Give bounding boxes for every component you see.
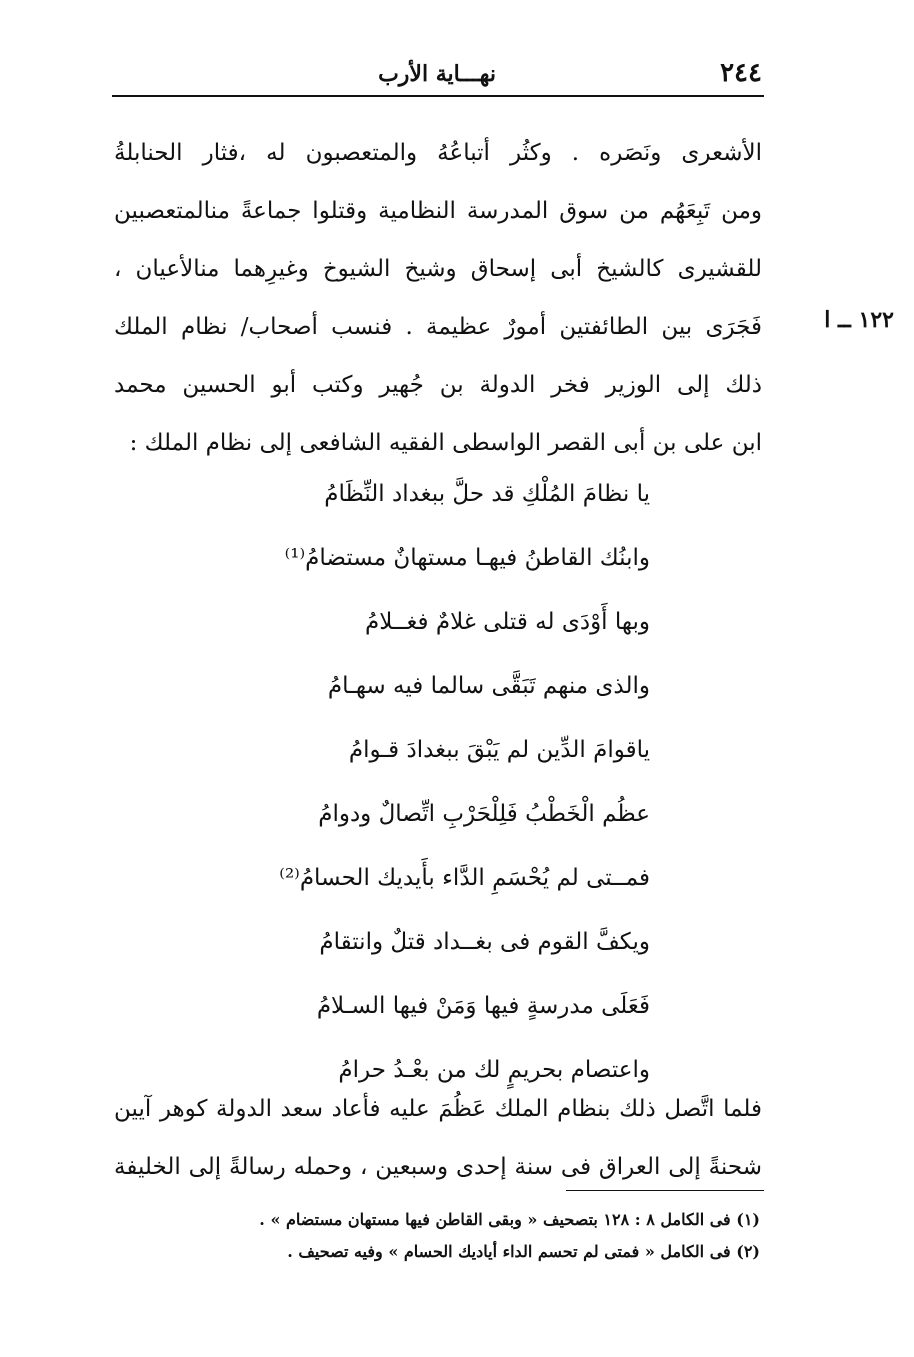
poem-verse: وبها أَوْدَى له قتلى غلامٌ فغــلامُ <box>365 609 650 635</box>
prose-line: فَجَرَى بين الطائفتين أمورٌ عظيمة . فنسب أصحاب/ نظام الملك <box>114 314 762 340</box>
poem-verse: عظُم الْخَطْبُ فَلِلْحَرْبِ اتِّصالٌ ودوامُ <box>318 801 650 827</box>
prose-top <box>114 124 762 472</box>
poem-verse: فمــتى لم يُحْسَمِ الدَّاء بأَيديك الحسامُ⁽²⁾ <box>279 865 650 891</box>
prose-bottom <box>114 1080 762 1196</box>
poem-verse: يا نظامَ المُلْكِ قد حلَّ ببغداد النِّظَامُ <box>324 481 650 507</box>
prose-line: ذلك إلى الوزير فخر الدولة بن جُهير وكتب أبو الحسين محمد <box>114 372 762 398</box>
page-header <box>112 52 762 96</box>
prose-line: ومن تَبِعَهُم من سوق المدرسة النظامية وقتلوا جماعةً منالمتعصبين <box>114 198 762 224</box>
prose-line: ابن على بن أبى القصر الواسطى الفقيه الشافعى إلى نظام الملك : <box>129 430 762 456</box>
poem <box>230 462 650 1102</box>
prose-line: الأشعرى ونَصَره . وكثُر أتباعُهُ والمتعصبون له ،فثار الحنابلةُ <box>114 140 762 166</box>
running-title: نهـــاية الأرب <box>378 61 496 87</box>
poem-verse: واعتصام بحريمٍ لك من بعْـدُ حرامُ <box>338 1057 650 1083</box>
footnote: (٢) فى الكامل « فمتى لم تحسم الداء أياديك الحسام » وفيه تصحيف . <box>287 1242 760 1261</box>
poem-verse: ويكفَّ القوم فى بغــداد قتلٌ وانتقامُ <box>319 929 650 955</box>
prose-line: شحنةً إلى العراق فى سنة إحدى وسبعين ، وحمله رسالةً إلى الخليفة <box>114 1154 762 1180</box>
poem-verse: ياقوامَ الدِّين لم يَبْقَ ببغدادَ قـوامُ <box>348 737 650 763</box>
footnotes <box>230 1204 760 1268</box>
prose-line: فلما اتَّصل ذلك بنظام الملك عَظُمَ عليه فأعاد سعد الدولة كوهر آيين <box>114 1096 762 1122</box>
poem-verse: وابنُك القاطنُ فيهـا مستهانٌ مستضامُ⁽¹⁾ <box>284 545 650 571</box>
poem-verse: والذى منهم تَبَقَّى سالما فيه سهـامُ <box>327 673 650 699</box>
poem-verse: فَعَلَى مدرسةٍ فيها وَمَنْ فيها السـلامُ <box>316 993 650 1019</box>
header-rule <box>112 95 764 97</box>
prose-line: للقشيرى كالشيخ أبى إسحاق وشيخ الشيوخ وغيرِهما منالأعيان ، <box>114 256 762 282</box>
footnote-rule <box>566 1190 764 1191</box>
page-number: ٢٤٤ <box>720 58 762 88</box>
footnote: (١) فى الكامل ٨ : ١٢٨ بتصحيف « وبقى القاطن فيها مستهان مستضام » . <box>259 1210 760 1229</box>
margin-reference: ١٢٢ ــ ا <box>824 307 894 333</box>
